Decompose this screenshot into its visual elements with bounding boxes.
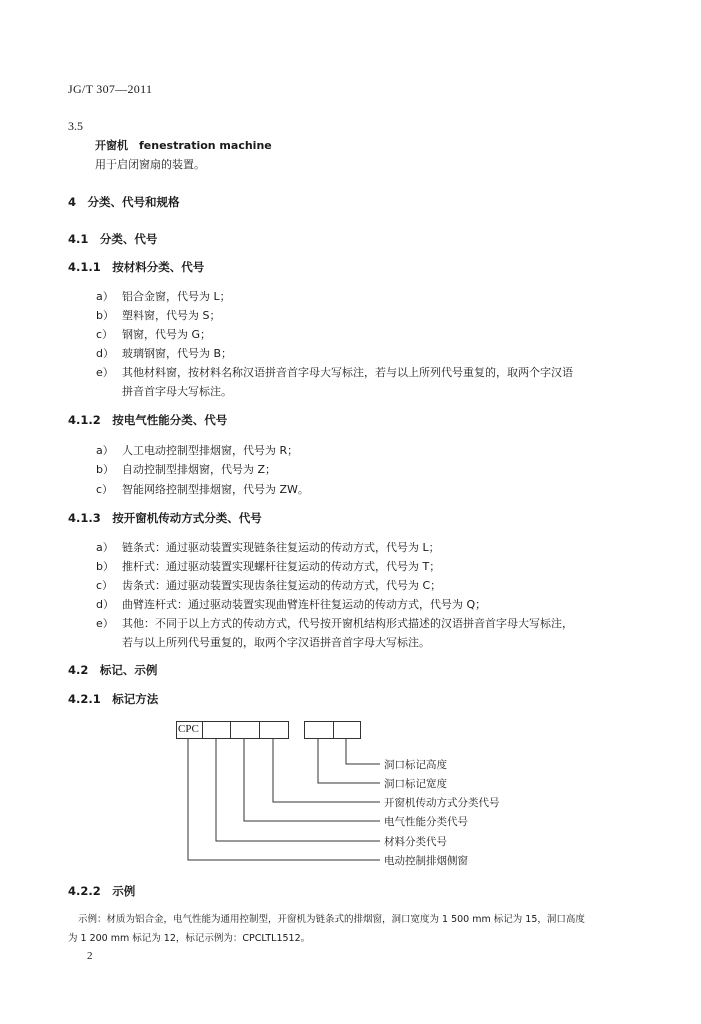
page-number: 2 <box>87 950 93 962</box>
section-4-1-title: 4.1 分类、代号 <box>68 232 158 246</box>
section-4-2-1-title: 4.2.1 标记方法 <box>68 692 159 706</box>
list-item-marker: c） <box>96 579 114 592</box>
list-item: 人工电动控制型排烟窗，代号为 R； <box>122 444 299 457</box>
list-item-marker: a） <box>96 444 114 457</box>
label-material-code: 材料分类代号 <box>384 836 447 848</box>
example-text-line-2: 为 1 200 mm 标记为 12，标记示例为：CPCLTL1512。 <box>68 933 311 944</box>
standard-code-header: JG/T 307—2011 <box>68 82 153 96</box>
list-item: 铝合金窗，代号为 L； <box>122 290 231 303</box>
label-opening-width: 洞口标记宽度 <box>384 778 447 790</box>
list-item-marker: e） <box>96 617 114 630</box>
list-item-marker: d） <box>96 598 114 611</box>
list-item-marker: c） <box>96 328 114 341</box>
list-item-marker: a） <box>96 541 114 554</box>
label-electrical-code: 电气性能分类代号 <box>384 816 468 828</box>
list-item-marker: b） <box>96 463 114 476</box>
label-opening-height: 洞口标记高度 <box>384 759 447 771</box>
label-transmission-code: 开窗机传动方式分类代号 <box>384 797 500 809</box>
section-4-2-title: 4.2 标记、示例 <box>68 663 158 677</box>
list-item: 玻璃钢窗，代号为 B； <box>122 347 233 360</box>
example-text-line-1: 示例：材质为铝合金，电气性能为通用控制型，开窗机为链条式的排烟窗，洞口宽度为 1 500 mm 标记为 15，洞口高度 <box>78 914 585 925</box>
term-definition: 用于启闭窗扇的装置。 <box>95 158 205 171</box>
list-item: 塑料窗，代号为 S； <box>122 309 221 322</box>
section-4-1-1-title: 4.1.1 按材料分类、代号 <box>68 260 205 274</box>
list-item: 齿条式：通过驱动装置实现齿条往复运动的传动方式，代号为 C； <box>122 579 442 592</box>
section-4-1-2-title: 4.1.2 按电气性能分类、代号 <box>68 413 228 427</box>
section-4-1-3-title: 4.1.3 按开窗机传动方式分类、代号 <box>68 511 262 525</box>
list-item-marker: e） <box>96 366 114 379</box>
clause-3-5-number: 3.5 <box>68 119 83 133</box>
list-item-continuation: 若与以上所列代号重复的，取两个字汉语拼音首字母大写标注。 <box>122 636 430 649</box>
list-item: 钢窗，代号为 G； <box>122 328 212 341</box>
list-item: 自动控制型排烟窗，代号为 Z； <box>122 463 277 476</box>
term-fenestration-machine: 开窗机 fenestration machine <box>95 139 272 152</box>
list-item: 智能网络控制型排烟窗，代号为 ZW。 <box>122 483 309 496</box>
label-smoke-vent-window: 电动控制排烟侧窗 <box>384 855 468 867</box>
list-item: 其他：不同于以上方式的传动方式，代号按开窗机结构形式描述的汉语拼音首字母大写标注， <box>122 617 573 630</box>
list-item: 曲臂连杆式：通过驱动装置实现曲臂连杆往复运动的传动方式，代号为 Q； <box>122 598 487 611</box>
list-item-marker: c） <box>96 483 114 496</box>
section-4-2-2-title: 4.2.2 示例 <box>68 884 136 898</box>
list-item-marker: a） <box>96 290 114 303</box>
section-4-title: 4 分类、代号和规格 <box>68 195 180 209</box>
list-item-marker: b） <box>96 560 114 573</box>
prefix-box: CPC <box>176 721 203 739</box>
list-item-marker: d） <box>96 347 114 360</box>
list-item: 其他材料窗，按材料名称汉语拼音首字母大写标注，若与以上所列代号重复的，取两个字汉语 <box>122 366 573 379</box>
list-item-marker: b） <box>96 309 114 322</box>
list-item: 推杆式：通过驱动装置实现螺杆往复运动的传动方式，代号为 T； <box>122 560 441 573</box>
list-item-continuation: 拼音首字母大写标注。 <box>122 385 232 398</box>
list-item: 链条式：通过驱动装置实现链条往复运动的传动方式，代号为 L； <box>122 541 440 554</box>
